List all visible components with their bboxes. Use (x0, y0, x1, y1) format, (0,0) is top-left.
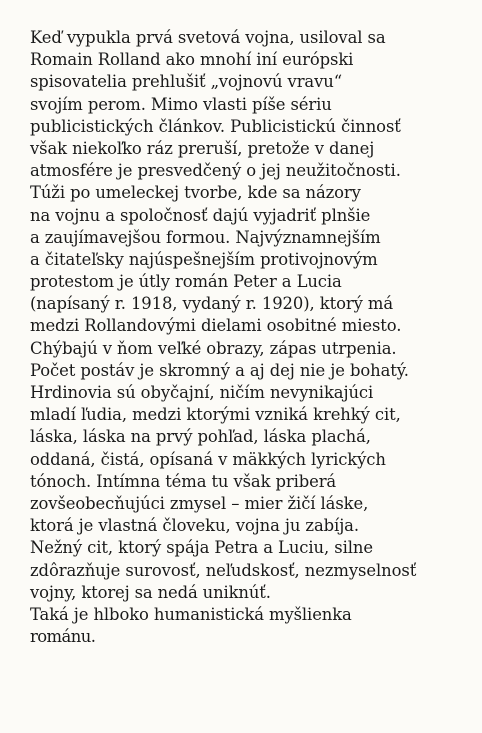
text-line: Chýbajú v ňom veľké obrazy, zápas utrpenia. (30, 338, 397, 358)
text-line: Taká je hlboko humanistická myšlienka (30, 604, 352, 624)
text-line: Romain Rolland ako mnohí iní európski (30, 50, 354, 70)
text-line: však niekoľko ráz preruší, pretože v danej (30, 138, 375, 158)
text-line: Hrdinovia sú obyčajní, ničím nevynikajúci (30, 383, 374, 402)
text-line: Túži po umeleckej tvorbe, kde sa názory (30, 183, 361, 203)
text-line: na vojnu a spoločnosť dajú vyjadriť plnšie (30, 205, 371, 225)
text-line: publicistických článkov. Publicistickú činnosť (30, 116, 401, 136)
text-line: a čitateľsky najúspešnejším protivojnovým (30, 249, 378, 269)
text-line: tónoch. Intímna téma tu však priberá (30, 471, 337, 491)
text-line: vojny, ktorej sa nedá uniknúť. (30, 582, 271, 602)
text-line: Keď vypukla prvá svetová vojna, usiloval sa (30, 28, 386, 47)
text-line: spisovatelia prehlušiť „vojnovú vravu“ (30, 72, 342, 92)
text-line: Počet postáv je skromný a aj dej nie je bohatý. (30, 360, 409, 380)
text-line: svojím perom. Mimo vlasti píše sériu (30, 94, 332, 114)
text-line: románu. (30, 627, 96, 647)
text-line: ktorá je vlastná človeku, vojna ju zabíja. (30, 516, 359, 536)
text-line: atmosfére je presvedčený o jej neužitočnosti. (30, 161, 401, 181)
text-line: mladí ľudia, medzi ktorými vzniká krehký cit, (30, 405, 401, 425)
body-text (30, 27, 482, 648)
text-line: láska, láska na prvý pohľad, láska plachá, (30, 427, 371, 447)
text-line: medzi Rollandovými dielami osobitné miesto. (30, 316, 402, 336)
text-line: protestom je útly román Peter a Lucia (30, 272, 342, 292)
text-line: Nežný cit, ktorý spája Petra a Luciu, silne (30, 538, 373, 558)
text-line: zdôrazňuje surovosť, neľudskosť, nezmyselnosť (30, 560, 417, 580)
text-line: oddaná, čistá, opísaná v mäkkých lyrických (30, 449, 386, 469)
text-line: zovšeobecňujúci zmysel – mier žičí láske, (30, 493, 369, 513)
text-line: (napísaný r. 1918, vydaný r. 1920), ktorý má (30, 294, 394, 314)
text-line: a zaujímavejšou formou. Najvýznamnejším (30, 227, 381, 247)
